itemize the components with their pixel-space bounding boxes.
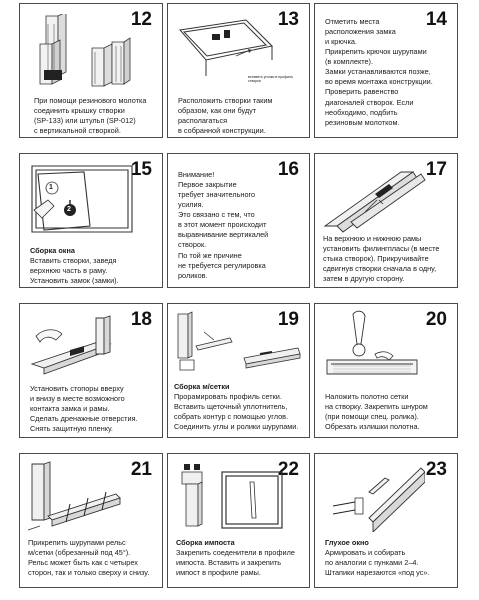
step-text-line: усилия. — [178, 200, 204, 210]
step-text-line: Прорамировать профиль сетки. — [174, 392, 282, 402]
step-text-line: (SP-133) или штульп (SP-012) — [34, 116, 136, 126]
step-number: 18 — [130, 309, 152, 330]
step-text-line: диагоналей створок. Если — [325, 97, 414, 107]
step-number: 14 — [425, 9, 447, 30]
step-card-21 — [19, 453, 163, 588]
step-text-line: не требуется регулировка — [178, 260, 266, 270]
step-card-15 — [19, 153, 163, 288]
step-text-line: роликов. — [178, 270, 208, 280]
step-text-line: По той же причине — [178, 250, 242, 260]
step-text-line: выравнивание вертикалей — [178, 230, 269, 240]
step-title: Сборка окна — [30, 246, 75, 255]
step-number: 16 — [277, 159, 299, 180]
step-text-line: Прикрепить шурупами рельс — [28, 538, 126, 547]
step-text-line: Прикрепить крючок шурупами — [325, 47, 427, 57]
step-text-line: На верхнюю и нижнюю рамы — [323, 234, 422, 243]
step-text-line: и внизу в месте возможного — [30, 394, 125, 404]
sash-corner-illustration — [176, 16, 276, 96]
step-text-line: Сделать дренажные отверстия. — [30, 414, 138, 424]
step-text-line: сторон, так и только сверху и снизу. — [28, 568, 150, 578]
step-card-17 — [314, 153, 458, 288]
step-text-line: Рельс может быть как с четырех — [28, 558, 138, 568]
step-text-line: в этот момент происходит — [178, 220, 267, 230]
small-caption: вставить уголки в профиль створки — [248, 75, 294, 83]
step-number: 15 — [130, 159, 152, 180]
mesh-frame-illustration — [174, 310, 304, 374]
step-number: 12 — [130, 9, 152, 30]
step-text-line: импоста. Вставить и закрепить — [176, 558, 282, 568]
step-text-line: Первое закрытие — [178, 180, 237, 190]
step-card-19 — [167, 303, 310, 438]
step-text-line: Вставить створки, заведя — [30, 256, 117, 266]
step-title: Глухое окно — [325, 538, 369, 547]
step-card-20 — [314, 303, 458, 438]
step-text-line: с вертикальной створкой. — [34, 126, 121, 136]
step-text-line: Внимание! — [178, 170, 215, 179]
step-title: Сборка м/сетки — [174, 382, 230, 391]
step-card-12 — [19, 3, 163, 138]
step-text-line: и крючка. — [325, 37, 357, 47]
step-text-line: контакта замка и рамы. — [30, 404, 110, 414]
step-text-line: Снять защитную пленку. — [30, 424, 113, 434]
step-text-line: Установить замок (замки). — [30, 276, 119, 286]
step-text-line: по аналогии с пунками 2–4. — [325, 558, 419, 568]
mark-2: 2 — [67, 206, 71, 213]
step-text-line: установить филингпласы (в месте — [323, 244, 440, 254]
step-text-line: соединить крышку створки — [34, 106, 125, 116]
step-text-line: Замки устанавливаются позже, — [325, 67, 431, 77]
profile-illustration — [32, 14, 142, 88]
step-text-line: необходимо, подбить — [325, 107, 398, 117]
step-text-line: Закрепить соеденители в профиле — [176, 548, 295, 558]
step-text-line: расположения замка — [325, 27, 396, 37]
step-title: Сборка импоста — [176, 538, 235, 547]
step-text-line: импост в профиле рамы. — [176, 568, 261, 578]
step-text-line: располагаться — [178, 116, 228, 126]
step-text-line: во время монтажа конструкции. — [325, 77, 433, 87]
step-text-line: требует значительного — [178, 190, 256, 200]
step-text-line: При помощи резинового молотка — [34, 96, 147, 105]
step-text-line: м/сетки (обрезанный под 45°). — [28, 548, 131, 558]
step-number: 22 — [277, 459, 299, 480]
mark-1: 1 — [49, 184, 53, 191]
step-text-line: затем в другую сторону. — [323, 274, 405, 284]
step-text-line: Установить стопоры вверху — [30, 384, 124, 393]
step-number: 21 — [130, 459, 152, 480]
step-text-line: Соединить углы и ролики шурупами. — [174, 422, 299, 432]
step-text-line: собрать контур с помощью углов. — [174, 412, 289, 422]
step-text-line: на створку. Закрепить шнуром — [325, 402, 428, 412]
step-text-line: Штапики нарезаются «под ус». — [325, 568, 430, 578]
step-text-line: створок. — [178, 240, 207, 250]
step-text-line: сдвигнув створки сначала в одну, — [323, 264, 437, 274]
step-text-line: Обрезать излишки полотна. — [325, 422, 420, 432]
step-text-line: Вставить щеточный уплотнитель, — [174, 402, 288, 412]
step-text-line: Наложить полотно сетки — [325, 392, 409, 401]
step-number: 19 — [277, 309, 299, 330]
step-card-13 — [167, 3, 310, 138]
step-card-22 — [167, 453, 310, 588]
rail-screw-illustration — [26, 460, 126, 534]
step-text-line: резиновым молотком. — [325, 117, 400, 127]
fixed-window-illustration — [325, 462, 425, 532]
mesh-roller-illustration — [323, 308, 423, 378]
rail-illustration — [321, 164, 431, 236]
step-text-line: Армировать и собирать — [325, 548, 406, 558]
step-text-line: Расположить створки таким — [178, 96, 273, 105]
step-text-line: Отметить места — [325, 17, 380, 26]
step-text-line: верхнюю часть в раму. — [30, 266, 108, 276]
step-card-16 — [167, 153, 310, 288]
mullion-illustration — [174, 462, 286, 532]
step-text-line: стыка створок). Прикручивайте — [323, 254, 429, 264]
step-number: 13 — [277, 9, 299, 30]
step-number: 23 — [425, 459, 447, 480]
stopper-illustration — [26, 314, 126, 380]
step-number: 17 — [425, 159, 447, 180]
step-card-18 — [19, 303, 163, 438]
step-text-line: (при помощи спец. ролика). — [325, 412, 419, 422]
step-number: 20 — [425, 309, 447, 330]
step-text-line: образом, как они будут — [178, 106, 257, 116]
step-text-line: Проверить равенство — [325, 87, 399, 97]
step-text-line: Это связано с тем, что — [178, 210, 255, 220]
step-text-line: (в комплекте). — [325, 57, 373, 67]
window-insert-illustration — [28, 160, 136, 238]
step-text-line: в собранной конструкции. — [178, 126, 266, 136]
step-card-14 — [314, 3, 458, 138]
step-card-23 — [314, 453, 458, 588]
